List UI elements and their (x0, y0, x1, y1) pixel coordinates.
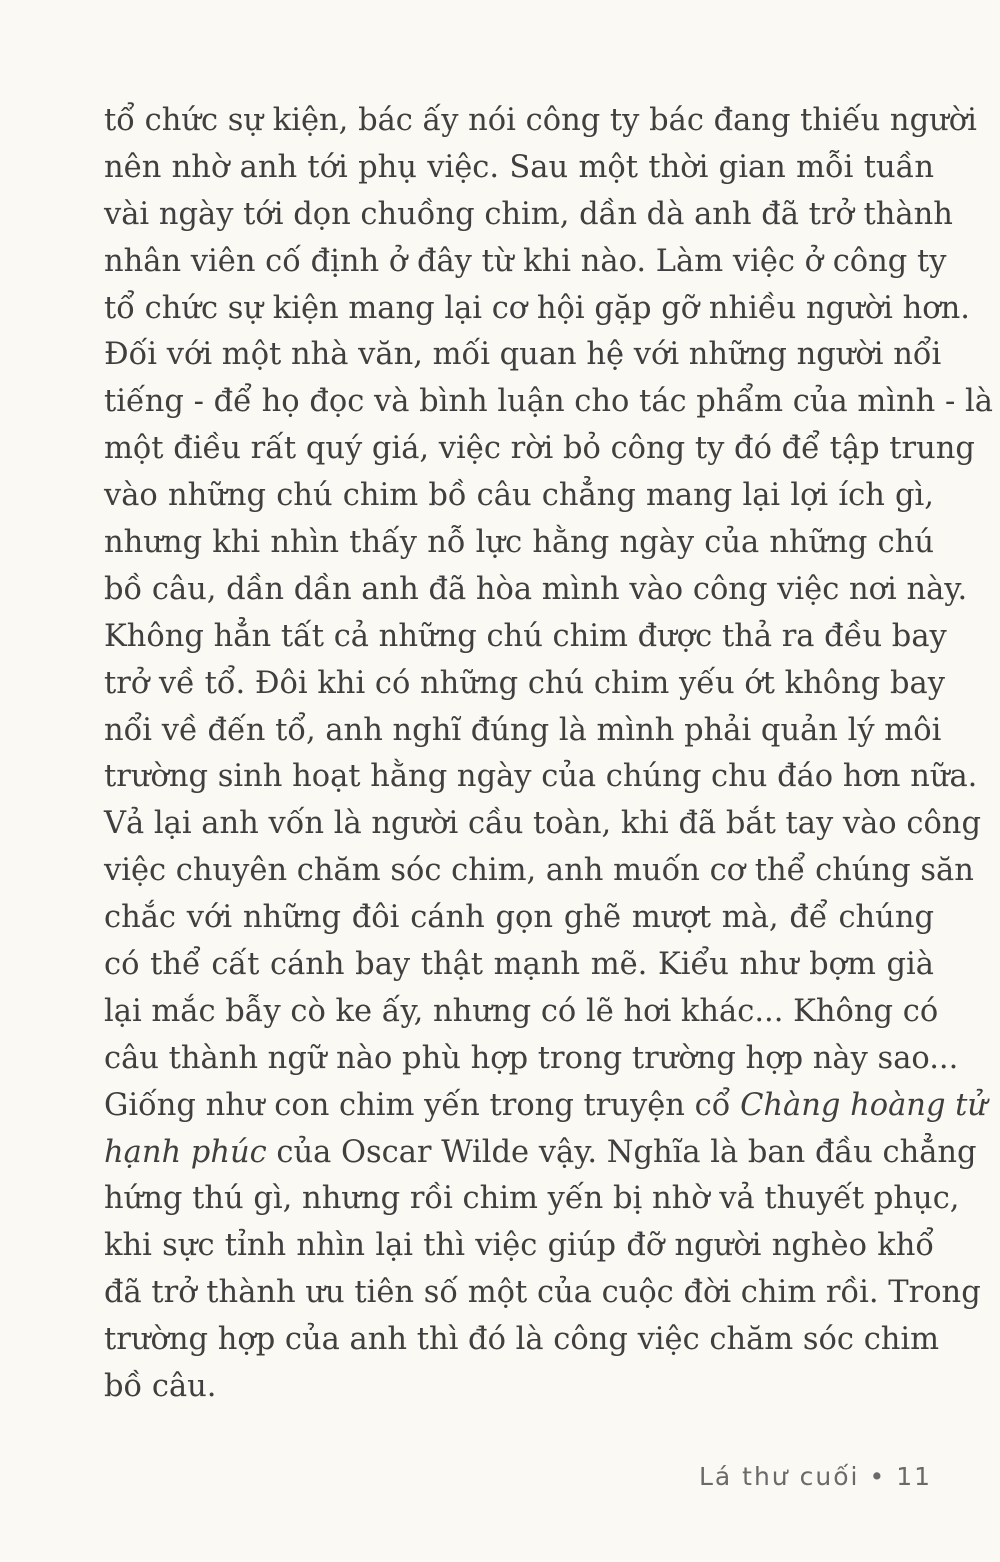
text-line (104, 1130, 977, 1177)
text-line: việc chuyên chăm sóc chim, anh muốn cơ thể chúng săn (104, 853, 974, 889)
body-paragraph (104, 98, 993, 1411)
text-line (104, 1083, 988, 1130)
text-line: có thể cất cánh bay thật mạnh mẽ. Kiểu như bợm già (104, 947, 934, 983)
story-title-italic: hạnh phúc (104, 1134, 267, 1170)
footer-separator: • (869, 1462, 887, 1491)
text-line: đã trở thành ưu tiên số một của cuộc đời chim rồi. Trong (104, 1275, 981, 1311)
text-line: Đối với một nhà văn, mối quan hệ với những người nổi (104, 337, 942, 373)
text-line: chắc với những đôi cánh gọn ghẽ mượt mà, để chúng (104, 900, 934, 936)
text-line: bồ câu. (104, 1369, 217, 1405)
text-line: vào những chú chim bồ câu chẳng mang lại lợi ích gì, (104, 478, 934, 514)
text-line: tổ chức sự kiện mang lại cơ hội gặp gỡ nhiều người hơn. (104, 290, 970, 326)
text-segment: của Oscar Wilde vậy. Nghĩa là ban đầu chẳng (266, 1134, 977, 1170)
text-segment: Giống như con chim yến trong truyện cổ (104, 1087, 741, 1123)
text-line: nhân viên cố định ở đây từ khi nào. Làm việc ở công ty (104, 243, 947, 279)
text-line: lại mắc bẫy cò ke ấy, nhưng có lẽ hơi khác... Không có (104, 993, 939, 1029)
text-line: tổ chức sự kiện, bác ấy nói công ty bác đang thiếu người (104, 103, 977, 138)
text-line: trở về tổ. Đôi khi có những chú chim yếu ớt không bay (104, 665, 945, 701)
story-title-italic: Chàng hoàng tử (740, 1087, 988, 1123)
text-line: nên nhờ anh tới phụ việc. Sau một thời gian mỗi tuần (104, 149, 934, 185)
running-book-title: Lá thư cuối (698, 1462, 860, 1491)
text-line: bồ câu, dần dần anh đã hòa mình vào công việc nơi này. (104, 571, 968, 607)
text-line: trường sinh hoạt hằng ngày của chúng chu đáo hơn nữa. (104, 759, 978, 795)
text-line: một điều rất quý giá, việc rời bỏ công ty đó để tập trung (104, 431, 975, 467)
page-number: 11 (896, 1462, 932, 1491)
text-line: vài ngày tới dọn chuồng chim, dần dà anh đã trở thành (104, 196, 953, 232)
text-line: Không hẳn tất cả những chú chim được thả ra đều bay (104, 618, 947, 654)
text-line: nhưng khi nhìn thấy nỗ lực hằng ngày của những chú (104, 525, 934, 561)
text-line: trường hợp của anh thì đó là công việc chăm sóc chim (104, 1322, 940, 1358)
page-footer (699, 1462, 932, 1491)
text-line: Vả lại anh vốn là người cầu toàn, khi đã bắt tay vào công (104, 806, 981, 842)
text-line: tiếng - để họ đọc và bình luận cho tác phẩm của mình - là (104, 384, 993, 420)
text-line: câu thành ngữ nào phù hợp trong trường hợp này sao... (104, 1040, 959, 1076)
text-line: khi sực tỉnh nhìn lại thì việc giúp đỡ người nghèo khổ (104, 1228, 934, 1264)
text-line: nổi về đến tổ, anh nghĩ đúng là mình phải quản lý môi (104, 712, 942, 748)
text-line: hứng thú gì, nhưng rồi chim yến bị nhờ vả thuyết phục, (104, 1181, 960, 1217)
